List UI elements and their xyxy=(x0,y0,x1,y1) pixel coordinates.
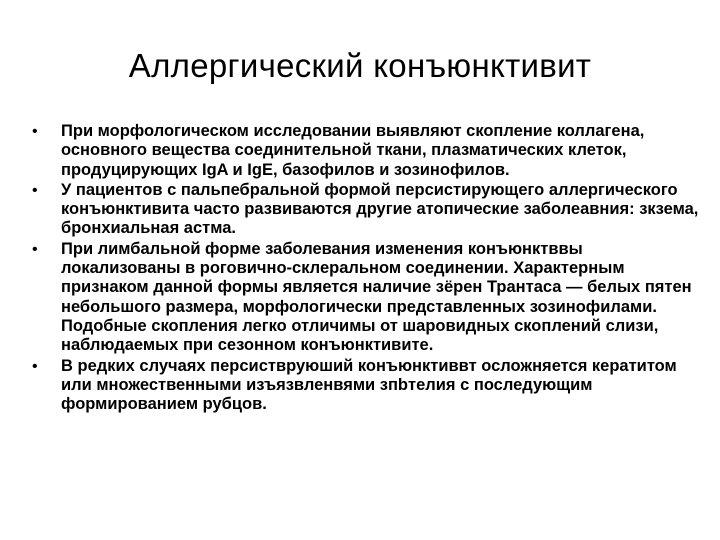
bullet-text: В редких случаях персиствруюший конъюнктиввт осложняется кератитом или множественными изъязвленвями зпbтелия с последующим формированием рубцов. xyxy=(61,356,677,414)
bullet-text: У пациентов с пальпебральной формой персистирующего аллергического конъюнктивита часто развиваются другие атопические заболеавния: зкзема, бронхиальная астма. xyxy=(61,180,699,238)
bullet-text: При лимбальной форме заболевания изменения конъюнктввы локализованы в роговично-склеральном соединении. Характерным признаком данной формы является наличие зёрен Трантаса — белых пятен небольшого размера, морфологически представленных зозинофилами. Подобные скопления легко отличимы от шаровидных скоплений слизи, наблюдаемых при сезонном конъюнктивите. xyxy=(61,239,692,355)
bullet-item xyxy=(30,181,702,239)
bullet-marker: • xyxy=(32,357,38,375)
bullet-list xyxy=(30,122,702,415)
bullet-marker: • xyxy=(32,123,38,140)
bullet-marker: • xyxy=(32,240,38,258)
bullet-item xyxy=(30,357,702,415)
slide-title: Аллергический конъюнктивит xyxy=(128,47,592,84)
bullet-text: При морфологическом исследовании выявляют скопление коллагена, основного вещества соединительной ткани, плазматических клеток, продуцирующих IgA и IgE, базофилов и зозинофилов. xyxy=(61,122,645,179)
bullet-item xyxy=(30,240,702,356)
bullet-marker: • xyxy=(32,181,38,199)
bullet-item xyxy=(30,122,702,180)
